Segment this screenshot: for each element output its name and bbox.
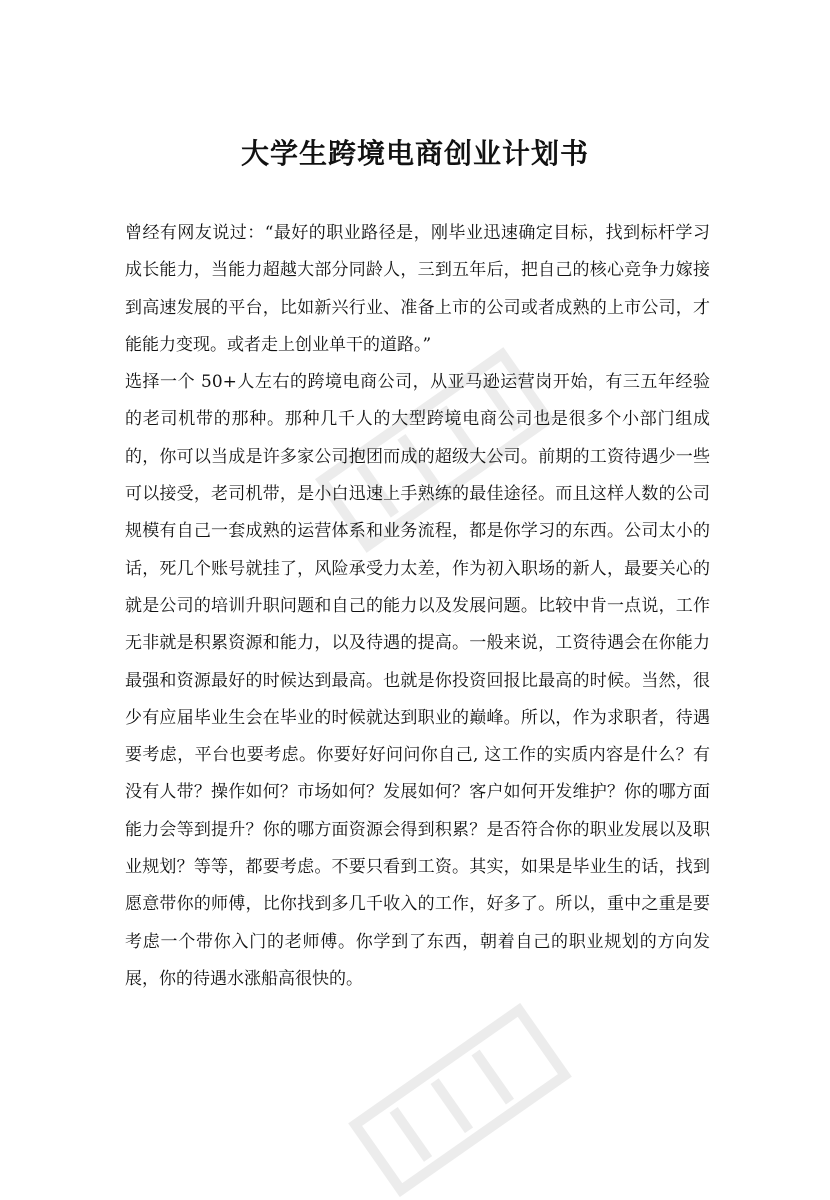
paragraph-2: 选择一个 50+人左右的跨境电商公司，从亚马逊运营岗开始，有三五年经验的老司机带的那种。那种几千人的大型跨境电商公司也是很多个小部门组成的，你可以当成是许多家公司抱团而成的超级大公司。前期的工资待遇少一些可以接受，老司机带，是小白迅速上手熟练的最佳途径。而且这样人数的公司规模有自己一套成熟的运营体系和业务流程，都是你学习的东西。公司太小的话，死几个账号就挂了，风险承受力太差，作为初入职场的新人，最要关心的就是公司的培训升职问题和自己的能力以及发展问题。比较中肯一点说，工作无非就是积累资源和能力，以及待遇的提高。一般来说，工资待遇会在你能力最强和资源最好的时候达到最高。也就是你投资回报比最高的时候。当然，很少有应届毕业生会在毕业的时候就达到职业的巅峰。所以，作为求职者，待遇要考虑，平台也要考虑。你要好好问问你自己, 这工作的实质内容是什么？有没有人带？操作如何？市场如何？发展如何？客户如何开发维护？你的哪方面能力会等到提升？你的哪方面资源会得到积累？是否符合你的职业发展以及职业规划？等等，都要考虑。不要只看到工资。其实，如果是毕业生的话，找到愿意带你的师傅，比你找到多几千收入的工作，好多了。所以，重中之重是要考虑一个带你入门的老师傅。你学到了东西，朝着自己的职业规划的方向发展，你的待遇水涨船高很快的。 (125, 372, 710, 989)
paragraph-1: 曾经有网友说过：“最好的职业路径是，刚毕业迅速确定目标，找到标杆学习成长能力，当能力超越大部分同龄人，三到五年后，把自己的核心竞争力嫁接到高速发展的平台，比如新兴行业、准备上市的公司或者成熟的上市公司，才能能力变现。或者走上创业单干的道路。” (125, 223, 710, 355)
watermark-stamp-bottom (330, 1000, 590, 1200)
document-title: 大学生跨境电商创业计划书 (240, 136, 589, 170)
document-body (125, 215, 710, 998)
